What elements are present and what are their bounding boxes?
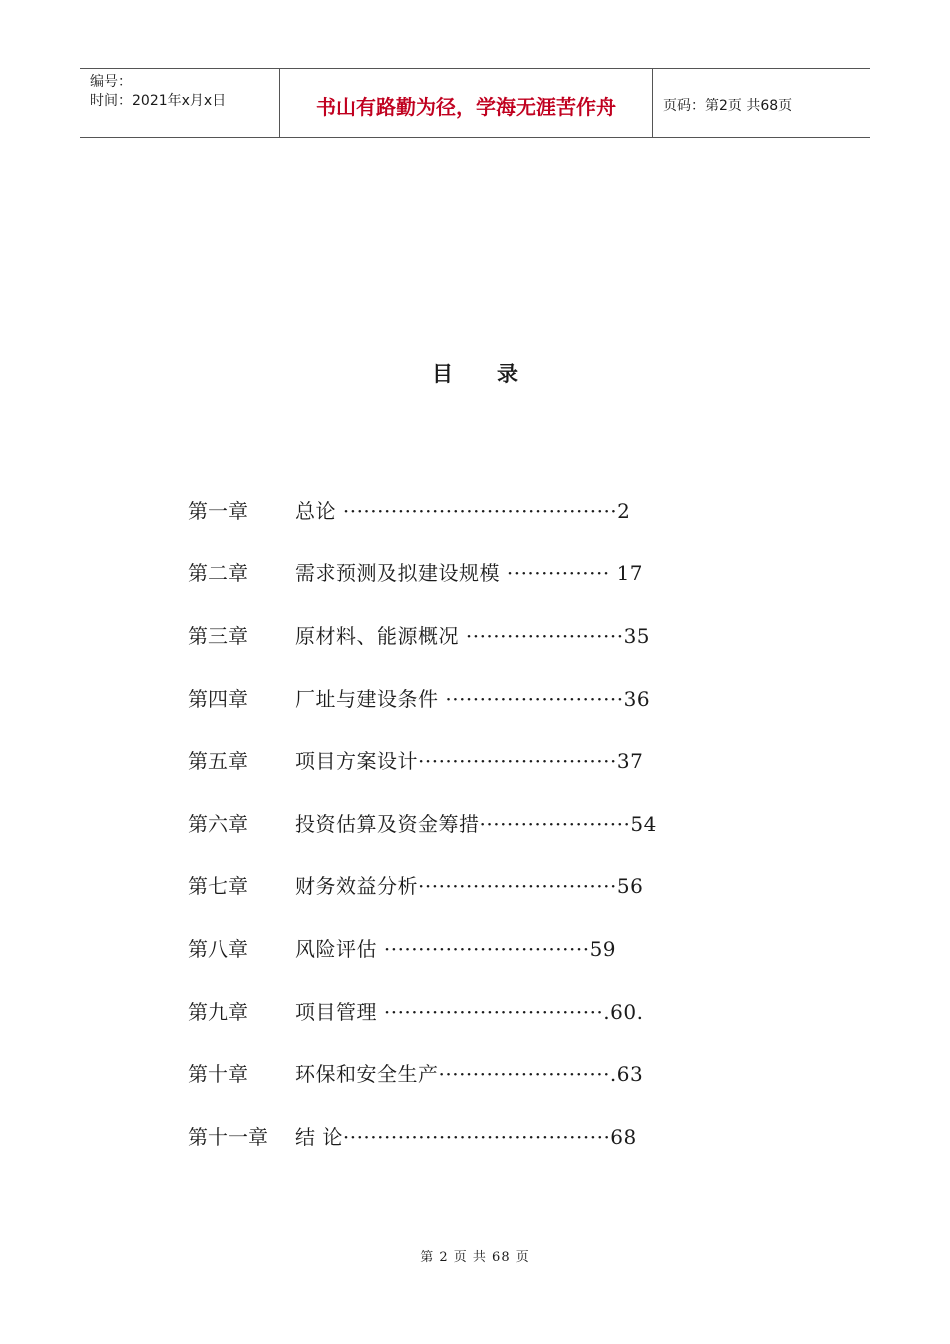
toc-item[interactable] bbox=[188, 854, 688, 917]
toc-item[interactable] bbox=[188, 666, 688, 729]
toc-chapter: 第十一章 bbox=[188, 1124, 268, 1149]
header-time-label: 时间：2021年x月x日 bbox=[90, 93, 227, 109]
header-motto: 书山有路勤为径，学海无涯苦作舟 bbox=[280, 69, 653, 137]
toc-item[interactable] bbox=[188, 916, 688, 979]
toc-entry: 厂址与建设条件 ··························36 bbox=[295, 686, 651, 711]
toc-chapter: 第八章 bbox=[188, 936, 248, 961]
page-footer: 第 2 页 共 68 页 bbox=[420, 1250, 530, 1265]
toc-entry: 风险评估 ······························59 bbox=[295, 936, 617, 961]
toc-item[interactable] bbox=[188, 541, 688, 604]
toc-entry: 原材料、能源概况 ·······················35 bbox=[295, 623, 651, 648]
page-header bbox=[80, 68, 870, 138]
toc-title: 目录 bbox=[432, 361, 562, 386]
toc-chapter: 第十章 bbox=[188, 1062, 248, 1087]
table-of-contents bbox=[188, 478, 688, 1167]
toc-entry: 投资估算及资金筹措······················54 bbox=[295, 811, 657, 836]
toc-entry: 总论 ········································2 bbox=[295, 498, 631, 523]
toc-chapter: 第三章 bbox=[188, 623, 248, 648]
toc-entry: 财务效益分析·····························56 bbox=[295, 874, 644, 899]
toc-chapter: 第六章 bbox=[188, 811, 248, 836]
toc-item[interactable] bbox=[188, 478, 688, 541]
toc-entry: 项目管理 ································.60. bbox=[295, 999, 644, 1024]
toc-entry: 项目方案设计·····························37 bbox=[295, 749, 644, 774]
toc-item[interactable] bbox=[188, 728, 688, 791]
header-number-label: 编号： bbox=[90, 74, 132, 90]
toc-chapter: 第一章 bbox=[188, 498, 248, 523]
toc-item[interactable] bbox=[188, 603, 688, 666]
toc-chapter: 第四章 bbox=[188, 686, 248, 711]
toc-item[interactable] bbox=[188, 1104, 688, 1167]
toc-entry: 需求预测及拟建设规模 ··············· 17 bbox=[295, 561, 644, 586]
toc-chapter: 第七章 bbox=[188, 874, 248, 899]
toc-entry: 结 论·······································68 bbox=[295, 1124, 637, 1149]
toc-entry: 环保和安全生产·························.63 bbox=[295, 1062, 644, 1087]
header-page-info: 页码：第2页 共68页 bbox=[663, 98, 793, 114]
toc-item[interactable] bbox=[188, 791, 688, 854]
toc-chapter: 第五章 bbox=[188, 749, 248, 774]
toc-item[interactable] bbox=[188, 979, 688, 1042]
header-meta bbox=[80, 69, 280, 137]
toc-chapter: 第九章 bbox=[188, 999, 248, 1024]
toc-chapter: 第二章 bbox=[188, 561, 248, 586]
toc-item[interactable] bbox=[188, 1041, 688, 1104]
